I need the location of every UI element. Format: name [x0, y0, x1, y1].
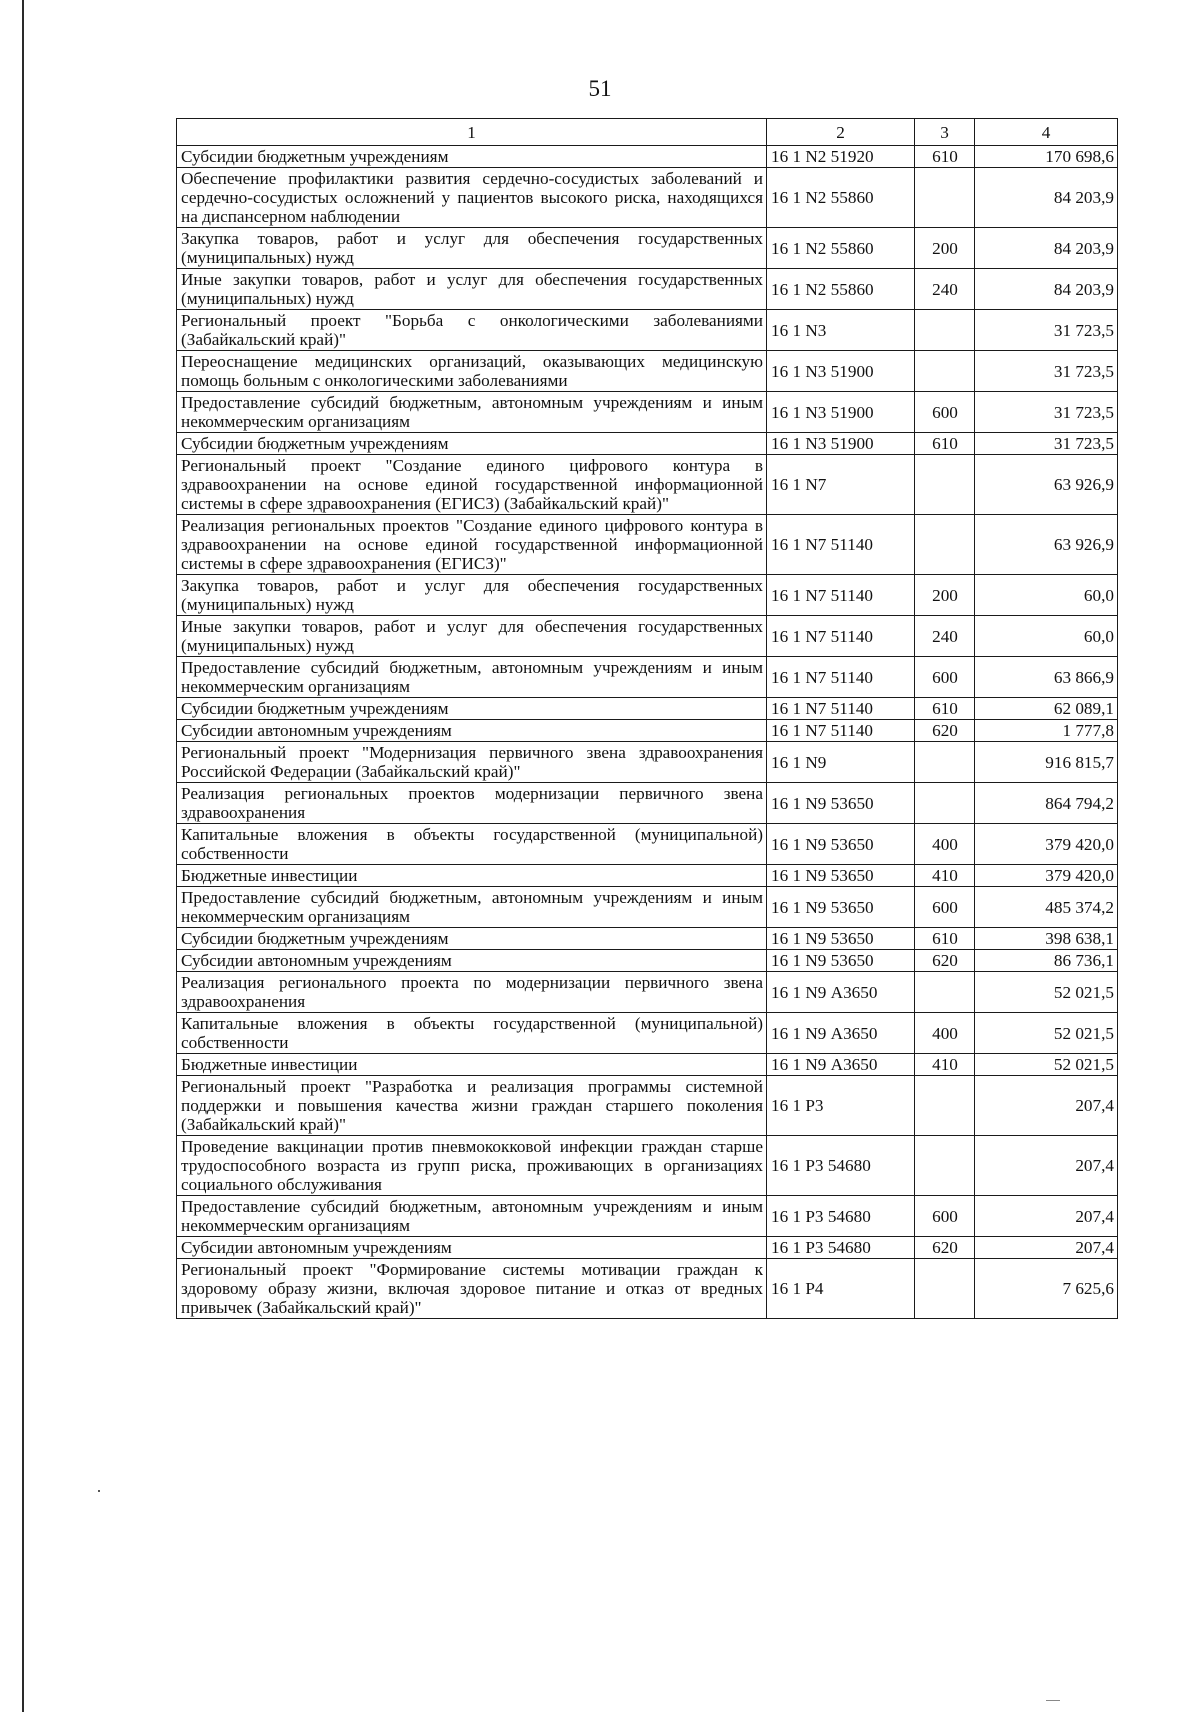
- cell-expense-type: [915, 742, 975, 783]
- cell-sum: 52 021,5: [975, 1054, 1118, 1076]
- cell-name: Предоставление субсидий бюджетным, автономным учреждениям и иным некоммерческим организациям: [177, 657, 767, 698]
- cell-name: Иные закупки товаров, работ и услуг для обеспечения государственных (муниципальных) нужд: [177, 269, 767, 310]
- cell-expense-type: 610: [915, 928, 975, 950]
- cell-name: Субсидии автономным учреждениям: [177, 950, 767, 972]
- cell-code: 16 1 N7 51140: [767, 575, 915, 616]
- cell-expense-type: 410: [915, 1054, 975, 1076]
- cell-name: Переоснащение медицинских организаций, оказывающих медицинскую помощь больным с онкологическими заболеваниями: [177, 351, 767, 392]
- cell-sum: 379 420,0: [975, 865, 1118, 887]
- cell-name: Предоставление субсидий бюджетным, автономным учреждениям и иным некоммерческим организациям: [177, 1196, 767, 1237]
- cell-sum: 398 638,1: [975, 928, 1118, 950]
- cell-name: Капитальные вложения в объекты государственной (муниципальной) собственности: [177, 1013, 767, 1054]
- cell-sum: 60,0: [975, 575, 1118, 616]
- cell-name: Бюджетные инвестиции: [177, 865, 767, 887]
- cell-expense-type: 600: [915, 1196, 975, 1237]
- cell-code: 16 1 N3: [767, 310, 915, 351]
- table-row: [177, 1259, 1118, 1319]
- cell-expense-type: 410: [915, 865, 975, 887]
- cell-name: Субсидии бюджетным учреждениям: [177, 698, 767, 720]
- table-row: [177, 1013, 1118, 1054]
- cell-expense-type: 200: [915, 228, 975, 269]
- cell-sum: 864 794,2: [975, 783, 1118, 824]
- cell-name: Региональный проект "Разработка и реализация программы системной поддержки и повышения качества жизни граждан старшего поколения (Забайкальский край)": [177, 1076, 767, 1136]
- cell-expense-type: [915, 972, 975, 1013]
- cell-expense-type: 620: [915, 950, 975, 972]
- cell-sum: 1 777,8: [975, 720, 1118, 742]
- cell-sum: 207,4: [975, 1076, 1118, 1136]
- table-row: [177, 168, 1118, 228]
- budget-table: [176, 118, 1118, 1319]
- cell-sum: 31 723,5: [975, 433, 1118, 455]
- table-row: [177, 1237, 1118, 1259]
- table-row: [177, 720, 1118, 742]
- cell-expense-type: 240: [915, 616, 975, 657]
- scan-binding-edge: [22, 0, 24, 1712]
- cell-expense-type: 620: [915, 1237, 975, 1259]
- cell-code: 16 1 N7 51140: [767, 698, 915, 720]
- cell-expense-type: 610: [915, 146, 975, 168]
- cell-expense-type: 400: [915, 1013, 975, 1054]
- cell-name: Реализация регионального проекта по модернизации первичного звена здравоохранения: [177, 972, 767, 1013]
- table-row: [177, 1054, 1118, 1076]
- cell-code: 16 1 P3 54680: [767, 1237, 915, 1259]
- column-header-name: 1: [177, 119, 767, 146]
- table-row: [177, 269, 1118, 310]
- table-row: [177, 146, 1118, 168]
- page-number: 51: [588, 76, 612, 101]
- cell-expense-type: [915, 310, 975, 351]
- cell-code: 16 1 P4: [767, 1259, 915, 1319]
- cell-name: Субсидии бюджетным учреждениям: [177, 928, 767, 950]
- cell-code: 16 1 N7 51140: [767, 616, 915, 657]
- cell-sum: 7 625,6: [975, 1259, 1118, 1319]
- table-row: [177, 1076, 1118, 1136]
- cell-sum: 62 089,1: [975, 698, 1118, 720]
- cell-code: 16 1 P3: [767, 1076, 915, 1136]
- cell-expense-type: [915, 168, 975, 228]
- cell-name: Реализация региональных проектов модернизации первичного звена здравоохранения: [177, 783, 767, 824]
- cell-name: Региональный проект "Формирование системы мотивации граждан к здоровому образу жизни, включая здоровое питание и отказ от вредных привычек (Забайкальский край)": [177, 1259, 767, 1319]
- cell-code: 16 1 N3 51900: [767, 433, 915, 455]
- cell-name: Предоставление субсидий бюджетным, автономным учреждениям и иным некоммерческим организациям: [177, 887, 767, 928]
- cell-expense-type: [915, 455, 975, 515]
- cell-name: Региональный проект "Модернизация первичного звена здравоохранения Российской Федерации (Забайкальский край)": [177, 742, 767, 783]
- table-body: [177, 146, 1118, 1319]
- cell-sum: 63 926,9: [975, 515, 1118, 575]
- table-row: [177, 928, 1118, 950]
- table-row: [177, 575, 1118, 616]
- cell-sum: 31 723,5: [975, 351, 1118, 392]
- cell-code: 16 1 N9 А3650: [767, 1013, 915, 1054]
- table-row: [177, 783, 1118, 824]
- cell-expense-type: [915, 515, 975, 575]
- cell-expense-type: 200: [915, 575, 975, 616]
- cell-code: 16 1 P3 54680: [767, 1136, 915, 1196]
- cell-code: 16 1 N9 53650: [767, 824, 915, 865]
- table-row: [177, 950, 1118, 972]
- cell-sum: 485 374,2: [975, 887, 1118, 928]
- table-row: [177, 1196, 1118, 1237]
- cell-sum: 31 723,5: [975, 310, 1118, 351]
- cell-name: Закупка товаров, работ и услуг для обеспечения государственных (муниципальных) нужд: [177, 228, 767, 269]
- cell-sum: 60,0: [975, 616, 1118, 657]
- table-row: [177, 392, 1118, 433]
- table-row: [177, 887, 1118, 928]
- cell-name: Субсидии бюджетным учреждениям: [177, 146, 767, 168]
- cell-name: Реализация региональных проектов "Создание единого цифрового контура в здравоохранении на основе единой государственной информационной системы в сфере здравоохранения (ЕГИСЗ)": [177, 515, 767, 575]
- cell-expense-type: [915, 1259, 975, 1319]
- cell-name: Бюджетные инвестиции: [177, 1054, 767, 1076]
- cell-name: Субсидии автономным учреждениям: [177, 720, 767, 742]
- table-row: [177, 657, 1118, 698]
- cell-code: 16 1 N7 51140: [767, 515, 915, 575]
- cell-sum: 207,4: [975, 1136, 1118, 1196]
- cell-sum: 52 021,5: [975, 972, 1118, 1013]
- table-row: [177, 972, 1118, 1013]
- cell-code: 16 1 N9 53650: [767, 887, 915, 928]
- cell-code: 16 1 N9 53650: [767, 928, 915, 950]
- cell-code: 16 1 P3 54680: [767, 1196, 915, 1237]
- cell-expense-type: 620: [915, 720, 975, 742]
- cell-expense-type: 600: [915, 887, 975, 928]
- table-row: [177, 698, 1118, 720]
- cell-expense-type: 240: [915, 269, 975, 310]
- cell-code: 16 1 N7 51140: [767, 720, 915, 742]
- cell-expense-type: [915, 1136, 975, 1196]
- cell-expense-type: 400: [915, 824, 975, 865]
- table-row: [177, 865, 1118, 887]
- column-header-sum: 4: [975, 119, 1118, 146]
- cell-code: 16 1 N3 51900: [767, 351, 915, 392]
- cell-code: 16 1 N9: [767, 742, 915, 783]
- cell-sum: 84 203,9: [975, 228, 1118, 269]
- scan-speck: [98, 1490, 100, 1492]
- cell-name: Обеспечение профилактики развития сердечно-сосудистых заболеваний и сердечно-сосудистых осложнений у пациентов высокого риска, находящихся на диспансерном наблюдении: [177, 168, 767, 228]
- cell-code: 16 1 N3 51900: [767, 392, 915, 433]
- cell-name: Региональный проект "Борьба с онкологическими заболеваниями (Забайкальский край)": [177, 310, 767, 351]
- cell-sum: 84 203,9: [975, 168, 1118, 228]
- cell-code: 16 1 N9 53650: [767, 950, 915, 972]
- cell-name: Иные закупки товаров, работ и услуг для обеспечения государственных (муниципальных) нужд: [177, 616, 767, 657]
- cell-name: Закупка товаров, работ и услуг для обеспечения государственных (муниципальных) нужд: [177, 575, 767, 616]
- table-row: [177, 310, 1118, 351]
- cell-sum: 63 866,9: [975, 657, 1118, 698]
- cell-sum: 84 203,9: [975, 269, 1118, 310]
- cell-expense-type: [915, 783, 975, 824]
- cell-code: 16 1 N7: [767, 455, 915, 515]
- column-header-type: 3: [915, 119, 975, 146]
- cell-sum: 52 021,5: [975, 1013, 1118, 1054]
- cell-sum: 379 420,0: [975, 824, 1118, 865]
- cell-name: Проведение вакцинации против пневмококковой инфекции граждан старше трудоспособного возраста из групп риска, проживающих в организациях социального обслуживания: [177, 1136, 767, 1196]
- scan-speck: [1046, 1700, 1060, 1701]
- cell-sum: 86 736,1: [975, 950, 1118, 972]
- cell-code: 16 1 N7 51140: [767, 657, 915, 698]
- table-header-row: [177, 119, 1118, 146]
- cell-name: Субсидии бюджетным учреждениям: [177, 433, 767, 455]
- cell-sum: 170 698,6: [975, 146, 1118, 168]
- cell-code: 16 1 N2 55860: [767, 168, 915, 228]
- table-row: [177, 824, 1118, 865]
- cell-sum: 31 723,5: [975, 392, 1118, 433]
- cell-expense-type: [915, 1076, 975, 1136]
- cell-expense-type: 600: [915, 657, 975, 698]
- table-row: [177, 351, 1118, 392]
- cell-code: 16 1 N2 55860: [767, 269, 915, 310]
- cell-name: Региональный проект "Создание единого цифрового контура в здравоохранении на основе единой государственной информационной системы в сфере здравоохранения (ЕГИСЗ) (Забайкальский край)": [177, 455, 767, 515]
- cell-code: 16 1 N9 А3650: [767, 972, 915, 1013]
- cell-code: 16 1 N2 51920: [767, 146, 915, 168]
- table-row: [177, 433, 1118, 455]
- cell-expense-type: 600: [915, 392, 975, 433]
- column-header-code: 2: [767, 119, 915, 146]
- cell-code: 16 1 N9 53650: [767, 865, 915, 887]
- table-row: [177, 228, 1118, 269]
- cell-name: Предоставление субсидий бюджетным, автономным учреждениям и иным некоммерческим организациям: [177, 392, 767, 433]
- cell-name: Субсидии автономным учреждениям: [177, 1237, 767, 1259]
- cell-code: 16 1 N9 53650: [767, 783, 915, 824]
- cell-sum: 207,4: [975, 1237, 1118, 1259]
- cell-expense-type: 610: [915, 698, 975, 720]
- table-row: [177, 1136, 1118, 1196]
- table-row: [177, 742, 1118, 783]
- cell-code: 16 1 N2 55860: [767, 228, 915, 269]
- cell-expense-type: [915, 351, 975, 392]
- table-row: [177, 455, 1118, 515]
- cell-sum: 916 815,7: [975, 742, 1118, 783]
- table-row: [177, 515, 1118, 575]
- cell-code: 16 1 N9 А3650: [767, 1054, 915, 1076]
- cell-sum: 207,4: [975, 1196, 1118, 1237]
- cell-sum: 63 926,9: [975, 455, 1118, 515]
- table-row: [177, 616, 1118, 657]
- cell-expense-type: 610: [915, 433, 975, 455]
- cell-name: Капитальные вложения в объекты государственной (муниципальной) собственности: [177, 824, 767, 865]
